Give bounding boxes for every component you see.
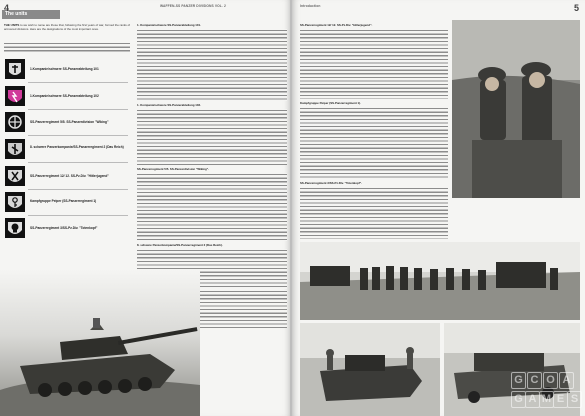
column-march-photo <box>300 242 580 320</box>
right-heading-1: SS-Panzerregiment 12/ 12. SS-Pz.Div. "Hitlerjugend". <box>300 24 373 27</box>
lightning-sign-icon <box>4 85 26 107</box>
running-head-left: WAFFEN-SS PANZER DIVISIONS VOL. 2 <box>160 4 226 8</box>
col2-text-block-2 <box>137 109 287 165</box>
watermark-letter: A <box>559 372 574 389</box>
vehicle-photo <box>300 323 440 416</box>
watermark-letter: A <box>525 391 540 408</box>
col2-heading-3: SS-Panzerregiment 5/5. SS-Panzerdivision "Wiking". <box>137 168 209 171</box>
key-sign-icon <box>4 191 26 213</box>
soldiers-photo <box>452 20 580 198</box>
insignia-label-5: SS-Panzerregiment 12/ 12. SS-Pz.Div. "Hitlerjugend" <box>30 174 109 178</box>
intro-text-lines <box>4 42 130 54</box>
insignia-label-3: SS-Panzerregiment 5/5. SS-Panzerdivision "Wiking" <box>30 120 109 124</box>
page-number-right: 5 <box>573 3 579 13</box>
insignia-label-7: SS-Panzerregiment 3/SS-Pz.Div. "Totenkopf" <box>30 226 98 230</box>
watermark-letter: M <box>539 391 554 408</box>
insignia-label-1: 1.Kompanie/schwere SS-Panzerabteilung 101 <box>30 67 99 71</box>
col2-text-block-3 <box>137 173 287 241</box>
col2-text-block-1 <box>137 29 287 101</box>
divider <box>28 135 128 136</box>
col2-text-block-5 <box>190 290 287 328</box>
col2-heading-2: 1. Kompanie/schwere SS-Panzerabteilung 102. <box>137 104 201 107</box>
divider <box>28 215 128 216</box>
watermark-letter: S <box>567 391 582 408</box>
watermark-letter: G <box>511 372 526 389</box>
watermark-logo <box>511 372 581 412</box>
insignia-label-6: Kampfgruppe Peiper (SS-Panzerregiment 1) <box>30 199 97 203</box>
divider <box>28 82 128 83</box>
insignia-label-2: 1.Kompanie/schwere SS-Panzerabteilung 102 <box>30 94 99 98</box>
col2-heading-1: 1. Kompanie/schwere SS-Panzerabteilung 101. <box>137 24 201 27</box>
wolfsangel-sign-icon <box>4 138 26 160</box>
watermark-letter: O <box>543 372 558 389</box>
watermark-letter: C <box>527 372 542 389</box>
tank-photo <box>0 270 200 416</box>
rune-key-sign-icon <box>4 165 26 187</box>
running-head-right: Introduction <box>300 4 321 8</box>
section-tab: The units <box>2 10 60 19</box>
left-page <box>0 0 291 416</box>
skull-sign-icon <box>4 217 26 239</box>
insignia-label-4: 8. schwere Panzerkompanie/SS-Panzerregiment 2 (Das Reich) <box>30 145 124 149</box>
divider <box>28 189 128 190</box>
watermark-letter: E <box>553 391 568 408</box>
intro-heading: THE UNITS <box>4 24 20 27</box>
sunwheel-sign-icon <box>4 111 26 133</box>
right-text-block-1 <box>300 29 448 99</box>
page-number-left: 4 <box>4 3 10 13</box>
right-text-block-3 <box>300 187 448 239</box>
divider <box>28 162 128 163</box>
right-text-block-2 <box>300 107 448 179</box>
col2-heading-4: 8. schwere Panzerkompanie/SS-Panzerregiment 2 (Das Reich). <box>137 244 223 247</box>
intro-text: to we wish to name are those that, following the first years of war, formed the ranks of armoured divisions. Here are the designations of the most important ones. <box>4 24 130 31</box>
right-page <box>292 0 585 416</box>
right-heading-2: Kampfgruppe Peiper (SS-Panzerregiment 1). <box>300 102 361 105</box>
right-heading-3: SS-Panzerregiment 3/SS-Pz.Div. "Totenkopf". <box>300 182 362 185</box>
divisional-sign-icon <box>4 58 26 80</box>
divider <box>28 109 128 110</box>
watermark-letter: G <box>511 391 526 408</box>
